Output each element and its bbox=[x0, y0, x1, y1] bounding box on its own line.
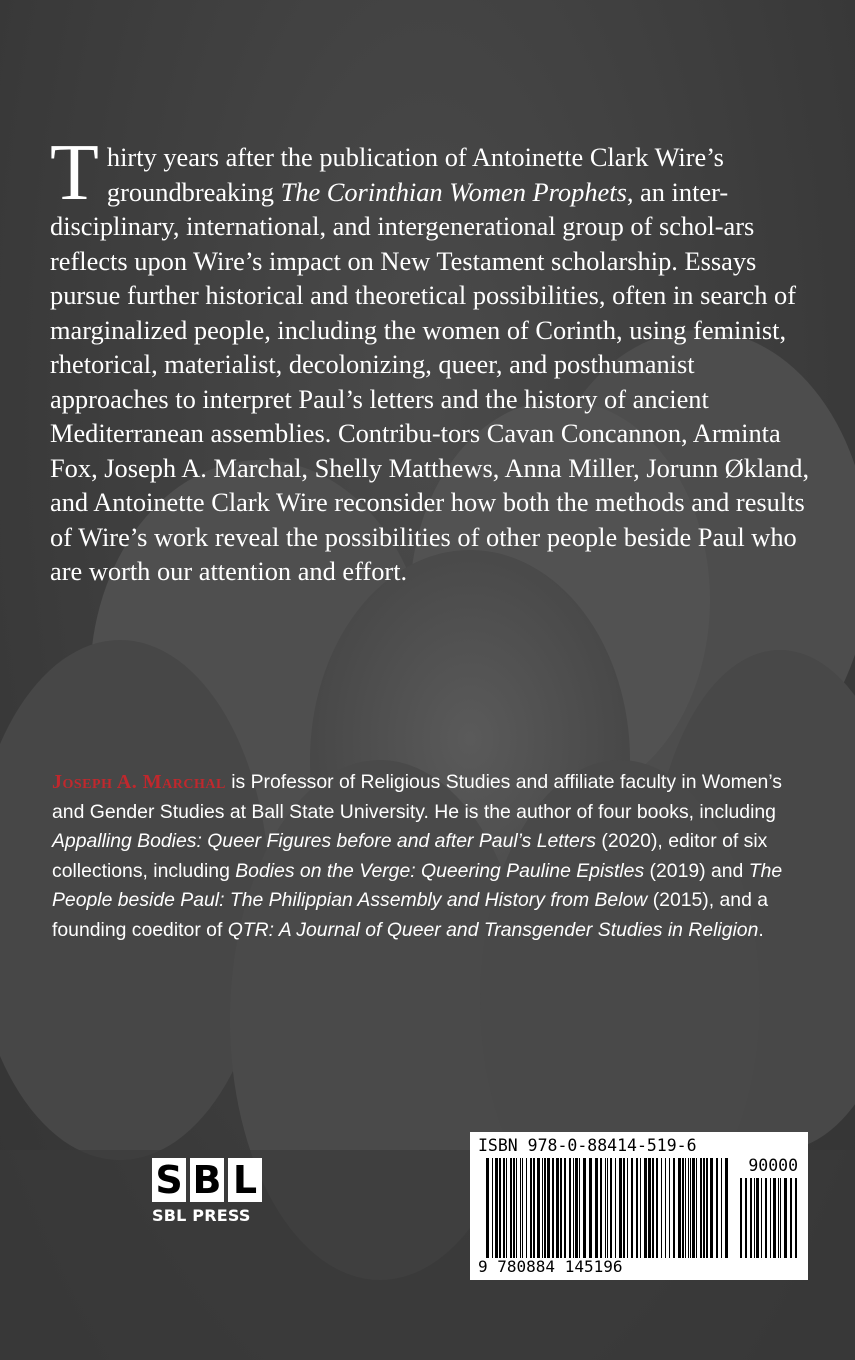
barcode-bar bbox=[533, 1158, 535, 1258]
barcode-bar bbox=[721, 1158, 722, 1258]
barcode-bar bbox=[503, 1158, 505, 1258]
barcode-bar bbox=[607, 1158, 608, 1258]
barcode-bar bbox=[703, 1158, 705, 1258]
barcode-bar bbox=[520, 1158, 521, 1258]
barcode-bar bbox=[690, 1158, 691, 1258]
barcode-bar bbox=[627, 1158, 628, 1258]
barcode-bar bbox=[583, 1158, 586, 1258]
publisher-name: SBL PRESS bbox=[152, 1206, 251, 1225]
bio-text-5: . bbox=[758, 918, 764, 941]
barcode-bar bbox=[700, 1158, 702, 1258]
barcode-bar bbox=[685, 1158, 686, 1258]
barcode-bar bbox=[513, 1158, 515, 1258]
barcode-bar bbox=[754, 1178, 755, 1258]
bio-text-2: (2020), editor of six collections, including bbox=[52, 830, 768, 882]
bio-text-3: (2019) and bbox=[644, 859, 749, 882]
book-title: The Corinthian Women Prophets bbox=[280, 176, 627, 207]
drop-cap: T bbox=[50, 129, 99, 217]
barcode-bar bbox=[506, 1158, 507, 1258]
barcode-bar bbox=[575, 1158, 578, 1258]
barcode-bars bbox=[486, 1158, 728, 1258]
barcode-bar bbox=[522, 1158, 523, 1258]
barcode-bar bbox=[556, 1158, 559, 1258]
barcode-bar bbox=[619, 1158, 622, 1258]
barcode-bar bbox=[780, 1178, 781, 1258]
barcode-bar bbox=[569, 1158, 571, 1258]
barcode-bar bbox=[765, 1178, 767, 1258]
barcode-digits: 9 780884 145196 bbox=[478, 1257, 623, 1276]
addon-barcode-bars bbox=[740, 1178, 800, 1258]
barcode-bar bbox=[542, 1158, 543, 1258]
barcode-bar bbox=[499, 1158, 501, 1258]
barcode-bar bbox=[673, 1158, 675, 1258]
isbn-text: ISBN 978-0-88414-519-6 bbox=[478, 1136, 697, 1155]
barcode-bar bbox=[756, 1178, 759, 1258]
barcode-bar bbox=[644, 1158, 647, 1258]
journal-qtr: QTR: A Journal of Queer and Transgender Studies in Religion bbox=[227, 918, 759, 941]
barcode-bar bbox=[552, 1158, 554, 1258]
barcode-bar bbox=[573, 1158, 574, 1258]
barcode-bar bbox=[537, 1158, 540, 1258]
barcode-bar bbox=[661, 1158, 662, 1258]
barcode-bar bbox=[778, 1178, 779, 1258]
barcode-bar bbox=[716, 1158, 718, 1258]
barcode-bar bbox=[610, 1158, 612, 1258]
book-appalling-bodies: Appalling Bodies: Queer Figures before and after Paul’s Letters bbox=[52, 830, 596, 853]
barcode-bar bbox=[589, 1158, 592, 1258]
barcode-bar bbox=[761, 1178, 762, 1258]
barcode-bar bbox=[784, 1178, 787, 1258]
barcode-bar bbox=[648, 1158, 651, 1258]
blurb-line-1: hirty years after the publication of Antoinette Clark Wire’s bbox=[106, 142, 724, 172]
book-people-beside-paul: The People beside Paul: The Philippian Assembly and History from Below bbox=[52, 859, 783, 912]
bio-text-4: (2015), and a founding coeditor of bbox=[52, 889, 769, 941]
logo-letter-b: B bbox=[190, 1158, 224, 1202]
barcode-bar bbox=[740, 1178, 742, 1258]
barcode-bar bbox=[640, 1158, 641, 1258]
barcode-bar bbox=[706, 1158, 708, 1258]
logo-letter-l: L bbox=[228, 1158, 262, 1202]
barcode-bar bbox=[600, 1158, 602, 1258]
barcode-bar bbox=[544, 1158, 546, 1258]
barcode-bar bbox=[665, 1158, 666, 1258]
barcode-bar bbox=[530, 1158, 532, 1258]
price-code: 90000 bbox=[748, 1156, 798, 1175]
barcode-bar bbox=[745, 1178, 747, 1258]
book-description bbox=[50, 129, 810, 589]
barcode-bar bbox=[710, 1158, 713, 1258]
book-bodies-on-the-verge: Bodies on the Verge: Queering Pauline Epistles bbox=[235, 859, 645, 882]
barcode-bar bbox=[795, 1178, 797, 1258]
author-bio bbox=[52, 768, 812, 946]
barcode-bar bbox=[579, 1158, 580, 1258]
barcode-bar bbox=[623, 1158, 625, 1258]
barcode-bar bbox=[770, 1178, 771, 1258]
barcode-bar bbox=[492, 1158, 493, 1258]
barcode-bar bbox=[631, 1158, 633, 1258]
barcode-bar bbox=[595, 1158, 598, 1258]
blurb-text-b: , an inter-disciplinary, international, and intergenerational group of schol-ars reflects upon Wire’s impact on New Testament scholarship. Essays pursue further historical and theoretical possibilities, often in search of marginalized people, including the women of Corinth, using feminist, rhetorical, materialist, decolonizing, queer, and posthumanist approaches to interpret Paul’s letters and the history of ancient Mediterranean assemblies. Contribu-tors Cavan Concannon, Arminta Fox, Joseph A. Marchal, Shelly Matthews, Anna Miller, Jorunn Økland, and Antoinette Clark Wire reconsider how both the methods and results of Wire’s work reveal the possibilities of other people beside Paul who are worth our attention and effort. bbox=[50, 176, 810, 586]
barcode-bar bbox=[678, 1158, 681, 1258]
barcode-bar bbox=[605, 1158, 606, 1258]
sbl-press-logo bbox=[152, 1158, 268, 1225]
barcode-bar bbox=[773, 1178, 776, 1258]
barcode-bar bbox=[750, 1178, 752, 1258]
barcode-bar bbox=[516, 1158, 517, 1258]
barcode-bar bbox=[486, 1158, 489, 1258]
blurb-text-a: groundbreaking bbox=[106, 176, 281, 207]
barcode-bar bbox=[510, 1158, 512, 1258]
barcode-bar bbox=[725, 1158, 728, 1258]
barcode-bar bbox=[652, 1158, 654, 1258]
barcode-bar bbox=[692, 1158, 695, 1258]
barcode-bar bbox=[636, 1158, 638, 1258]
barcode-bar bbox=[669, 1158, 670, 1258]
barcode-bar bbox=[547, 1158, 550, 1258]
isbn-barcode bbox=[470, 1132, 808, 1280]
barcode-bar bbox=[526, 1158, 527, 1258]
bio-text-1: is Professor of Religious Studies and affiliate faculty in Women’s and Gender Studies at Ball State University. He is the author of four books, including bbox=[52, 771, 782, 823]
barcode-bar bbox=[656, 1158, 658, 1258]
barcode-bar bbox=[495, 1158, 498, 1258]
logo-letter-s: S bbox=[152, 1158, 186, 1202]
barcode-bar bbox=[615, 1158, 616, 1258]
barcode-bar bbox=[790, 1178, 792, 1258]
barcode-bar bbox=[560, 1158, 562, 1258]
barcode-bar bbox=[696, 1158, 697, 1258]
barcode-bar bbox=[682, 1158, 684, 1258]
barcode-bar bbox=[688, 1158, 689, 1258]
logo-letters bbox=[152, 1158, 268, 1202]
barcode-bar bbox=[564, 1158, 566, 1258]
author-name: Joseph A. Marchal bbox=[52, 771, 226, 793]
